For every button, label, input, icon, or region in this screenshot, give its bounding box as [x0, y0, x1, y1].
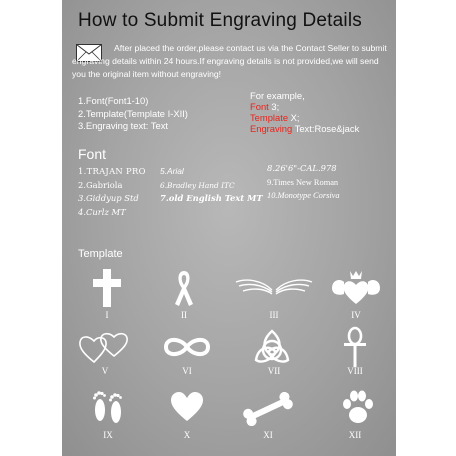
step-font: 1.Font(Font1-10)	[78, 95, 149, 106]
footprints-icon	[90, 386, 126, 428]
template-numeral-1: I	[105, 310, 109, 320]
font-option-4: 4.Curlz MT	[78, 206, 126, 217]
font-option-3: 3.Giddyup Std	[78, 193, 139, 203]
infinity-icon	[162, 334, 212, 360]
example-font-label: Font	[250, 101, 269, 112]
intro-text	[72, 42, 390, 81]
font-column-2	[160, 165, 263, 206]
font-option-10: 10.Monotype Corsiva	[267, 191, 340, 200]
font-option-7: 7.old English Text MT	[160, 193, 263, 203]
font-option-2: 2.Gabriola	[78, 179, 123, 190]
wings-icon	[234, 276, 314, 300]
page-title: How to Submit Engraving Details	[78, 10, 362, 31]
example-template-value: X;	[288, 112, 300, 123]
awareness-ribbon-icon	[173, 268, 195, 308]
template-numeral-10: X	[183, 430, 191, 440]
template-numeral-8: VIII	[347, 366, 363, 376]
claddagh-icon	[330, 268, 382, 308]
paw-icon	[340, 388, 376, 426]
step-template: 2.Template(Template I-XII)	[78, 107, 188, 119]
steps-list	[78, 95, 188, 133]
template-numeral-7: VII	[267, 366, 281, 376]
font-heading: Font	[78, 146, 107, 162]
example-template-label: Template	[250, 112, 289, 123]
example-block	[250, 90, 359, 134]
template-numeral-11: XI	[263, 430, 273, 440]
font-column-3	[267, 162, 340, 203]
example-font-value: 3;	[268, 101, 280, 112]
template-numeral-5: V	[101, 366, 109, 376]
example-engraving-label: Engraving	[250, 123, 293, 134]
intro-body: After placed the order,please contact us via the Contact Seller to submit engraving details within 24 hours.If engraving details is not provided,we will send you the original item without engraving!	[72, 43, 387, 79]
template-numeral-3: III	[269, 310, 279, 320]
step-engraving: 3.Engraving text: Text	[78, 120, 168, 131]
font-option-9: 9.Times New Roman	[267, 177, 339, 187]
heart-icon	[170, 392, 204, 422]
template-numeral-6: VI	[182, 366, 192, 376]
template-numeral-12: XII	[348, 430, 362, 440]
template-numeral-9: IX	[103, 430, 113, 440]
font-option-6: 6.Bradley Hand ITC	[160, 180, 235, 190]
bone-icon	[240, 392, 296, 426]
example-engraving-value: Text:Rose&jack	[292, 123, 360, 134]
engraving-instructions-card	[62, 0, 396, 456]
font-column-1	[78, 165, 146, 219]
example-heading: For example,	[250, 90, 305, 101]
template-numeral-4: IV	[351, 310, 361, 320]
cross-icon	[92, 268, 122, 308]
double-heart-icon	[76, 330, 132, 366]
template-heading: Template	[78, 248, 123, 260]
font-option-8: 8.26'6"-CAL.978	[267, 163, 337, 173]
font-option-5: 5.Arial	[160, 166, 184, 176]
template-numeral-2: II	[181, 310, 187, 320]
celtic-knot-icon	[252, 328, 292, 366]
font-option-1: 1.TRAJAN PRO	[78, 166, 146, 176]
ankh-icon	[342, 326, 368, 368]
